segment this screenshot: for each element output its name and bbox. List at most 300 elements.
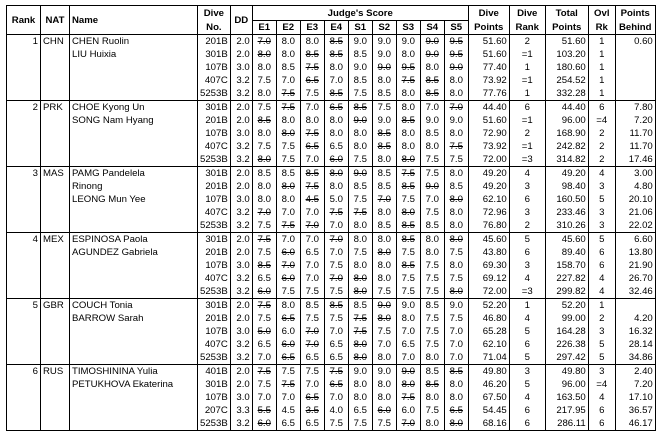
counted-score: 9.0: [377, 114, 391, 126]
dive-no: 201B: [198, 35, 231, 49]
overall-rank: 2: [588, 140, 615, 153]
counted-score: 7.5: [425, 404, 439, 416]
counted-score: 7.5: [257, 140, 271, 152]
team-nat: [41, 206, 70, 219]
judge-score-s5: [444, 351, 468, 365]
counted-score: 7.5: [305, 87, 319, 99]
judge-score-e4: [324, 259, 348, 272]
points-behind: 2.40: [615, 365, 655, 379]
counted-score: 7.5: [329, 417, 343, 429]
points-behind: 21.06: [615, 206, 655, 219]
counted-score: 7.5: [449, 312, 463, 324]
dive-rank: 5: [509, 233, 545, 247]
judge-score-s4: [420, 312, 444, 325]
team-nat: [41, 312, 70, 325]
judge-score-s3: [396, 233, 420, 247]
dive-dd: 2.0: [230, 246, 252, 259]
discarded-score: 9.0: [353, 167, 367, 179]
counted-score: 9.0: [449, 114, 463, 126]
overall-rank: 1: [588, 74, 615, 87]
dive-row: [7, 365, 656, 379]
judge-score-s1: [348, 351, 372, 365]
judge-score-s2: [372, 299, 396, 313]
team-nat: [41, 114, 70, 127]
judge-score-s2: [372, 246, 396, 259]
points-behind: 3.00: [615, 167, 655, 181]
discarded-score: 7.5: [281, 378, 295, 390]
judge-score-e1: [252, 378, 276, 391]
judge-score-e1: [252, 180, 276, 193]
team-nat: CHN: [41, 35, 70, 49]
judge-score-e3: [300, 127, 324, 140]
counted-score: 8.5: [377, 219, 391, 231]
counted-score: 7.5: [401, 272, 415, 284]
dive-dd: 2.0: [230, 101, 252, 115]
total-points: 96.00: [545, 114, 588, 127]
dive-rank: =1: [509, 114, 545, 127]
dive-row: [7, 140, 656, 153]
dive-no: 407C: [198, 272, 231, 285]
dive-points: 46.80: [468, 312, 509, 325]
judge-score-e2: [276, 153, 300, 167]
dive-row: [7, 48, 656, 61]
dive-row: [7, 417, 656, 431]
judge-score-e2: [276, 193, 300, 206]
dive-no: 301B: [198, 299, 231, 313]
dive-points: 71.04: [468, 351, 509, 365]
team-nat: [41, 87, 70, 101]
dive-rank: =3: [509, 285, 545, 299]
counted-score: 7.5: [425, 285, 439, 297]
discarded-score: 8.5: [449, 365, 463, 377]
dive-points: 76.80: [468, 219, 509, 233]
judge-score-e4: [324, 338, 348, 351]
counted-score: 7.5: [425, 259, 439, 271]
judge-score-e3: [300, 48, 324, 61]
judge-score-s2: [372, 338, 396, 351]
discarded-score: 7.0: [377, 193, 391, 205]
judge-score-s3: [396, 193, 420, 206]
judge-score-e4: [324, 365, 348, 379]
counted-score: 8.5: [425, 127, 439, 139]
judge-score-e2: [276, 167, 300, 181]
discarded-score: 6.0: [257, 417, 271, 429]
discarded-score: 8.0: [449, 193, 463, 205]
dive-row: [7, 87, 656, 101]
athlete-name: [70, 61, 198, 74]
team-rank: [7, 193, 41, 206]
counted-score: 8.0: [401, 312, 415, 324]
judge-score-e3: [300, 74, 324, 87]
counted-score: 7.5: [425, 325, 439, 337]
judge-score-s5: [444, 246, 468, 259]
counted-score: 7.5: [353, 193, 367, 205]
discarded-score: 3.5: [305, 404, 319, 416]
team-rank: [7, 48, 41, 61]
judge-score-s4: [420, 259, 444, 272]
dive-no: 5253B: [198, 417, 231, 431]
counted-score: 7.5: [353, 153, 367, 165]
judge-score-s4: [420, 325, 444, 338]
judge-score-e3: [300, 404, 324, 417]
dive-dd: 3.0: [230, 127, 252, 140]
judge-score-e4: [324, 114, 348, 127]
dive-rank: 6: [509, 338, 545, 351]
counted-score: 7.0: [257, 391, 271, 403]
dive-rank: 6: [509, 193, 545, 206]
athlete-name: TIMOSHININA Yulia: [70, 365, 198, 379]
judge-score-s4: [420, 180, 444, 193]
header-judges-score: Judge's Score: [252, 6, 468, 21]
judge-score-s3: [396, 219, 420, 233]
judge-score-s1: [348, 87, 372, 101]
counted-score: 8.0: [449, 259, 463, 271]
counted-score: 8.0: [281, 48, 295, 60]
judge-score-s3: [396, 48, 420, 61]
judge-score-s2: [372, 153, 396, 167]
counted-score: 8.0: [353, 233, 367, 245]
judge-score-e2: [276, 285, 300, 299]
judge-score-e1: [252, 219, 276, 233]
judge-score-e3: [300, 153, 324, 167]
dive-dd: 2.0: [230, 312, 252, 325]
discarded-score: 8.0: [449, 233, 463, 245]
total-points: 45.60: [545, 233, 588, 247]
counted-score: 8.0: [353, 127, 367, 139]
judge-score-s1: [348, 404, 372, 417]
judge-score-s5: [444, 193, 468, 206]
total-points: 51.60: [545, 35, 588, 49]
counted-score: 7.5: [449, 153, 463, 165]
discarded-score: 8.5: [425, 378, 439, 390]
discarded-score: 8.0: [353, 338, 367, 350]
judge-score-s5: [444, 417, 468, 431]
judge-score-s4: [420, 74, 444, 87]
dive-points: 69.12: [468, 272, 509, 285]
athlete-name: [70, 127, 198, 140]
judge-score-s3: [396, 114, 420, 127]
header-rank: Rank: [7, 6, 41, 35]
athlete-name: PAMG Pandelela: [70, 167, 198, 181]
discarded-score: 7.5: [305, 61, 319, 73]
counted-score: 7.5: [281, 153, 295, 165]
team-rank: [7, 140, 41, 153]
discarded-score: 8.5: [305, 167, 319, 179]
header-dive-no-line2: No.: [198, 21, 231, 35]
counted-score: 7.5: [305, 365, 319, 377]
dive-rank: =1: [509, 74, 545, 87]
team-nat: [41, 272, 70, 285]
total-points: 99.00: [545, 312, 588, 325]
counted-score: 5.0: [329, 193, 343, 205]
discarded-score: 7.0: [329, 272, 343, 284]
discarded-score: 6.0: [281, 338, 295, 350]
judge-score-e2: [276, 312, 300, 325]
counted-score: 7.5: [425, 312, 439, 324]
overall-rank: 6: [588, 259, 615, 272]
discarded-score: 7.5: [401, 167, 415, 179]
discarded-score: 8.5: [401, 219, 415, 231]
discarded-score: 8.5: [257, 114, 271, 126]
header-dive-points-line1: Dive: [468, 6, 509, 21]
counted-score: 7.5: [305, 312, 319, 324]
discarded-score: 8.5: [329, 48, 343, 60]
judge-score-s2: [372, 259, 396, 272]
dive-rank: 6: [509, 417, 545, 431]
counted-score: 7.5: [377, 285, 391, 297]
dive-rank: 3: [509, 259, 545, 272]
judge-score-s5: [444, 167, 468, 181]
judge-score-s3: [396, 35, 420, 49]
counted-score: 6.0: [281, 325, 295, 337]
team-nat: [41, 48, 70, 61]
dive-row: [7, 312, 656, 325]
judge-score-e4: [324, 312, 348, 325]
points-behind: 36.57: [615, 404, 655, 417]
dive-dd: 3.3: [230, 404, 252, 417]
judge-score-e3: [300, 233, 324, 247]
counted-score: 8.0: [401, 101, 415, 113]
judge-score-e3: [300, 325, 324, 338]
counted-score: 7.5: [353, 246, 367, 258]
dive-points: 72.96: [468, 206, 509, 219]
judge-score-e1: [252, 61, 276, 74]
dive-rank: 4: [509, 272, 545, 285]
points-behind: [615, 48, 655, 61]
counted-score: 6.5: [401, 338, 415, 350]
dive-no: 301B: [198, 233, 231, 247]
judge-score-s2: [372, 417, 396, 431]
judge-score-e1: [252, 325, 276, 338]
athlete-name: [70, 206, 198, 219]
counted-score: 7.0: [401, 325, 415, 337]
judge-score-s3: [396, 259, 420, 272]
dive-rank: 1: [509, 61, 545, 74]
discarded-score: 7.5: [305, 180, 319, 192]
athlete-name: [70, 219, 198, 233]
judge-score-e4: [324, 74, 348, 87]
counted-score: 8.0: [257, 87, 271, 99]
judge-score-e2: [276, 404, 300, 417]
judge-score-e2: [276, 259, 300, 272]
dive-dd: 3.2: [230, 338, 252, 351]
judge-score-s2: [372, 219, 396, 233]
judge-score-s1: [348, 48, 372, 61]
dive-dd: 3.2: [230, 272, 252, 285]
judge-score-s3: [396, 351, 420, 365]
dive-points: 43.80: [468, 246, 509, 259]
judge-score-e3: [300, 87, 324, 101]
counted-score: 7.0: [281, 206, 295, 218]
dive-row: [7, 299, 656, 313]
counted-score: 8.0: [449, 127, 463, 139]
discarded-score: 8.0: [449, 285, 463, 297]
counted-score: 8.5: [281, 61, 295, 73]
judge-score-e3: [300, 272, 324, 285]
dive-no: 407C: [198, 140, 231, 153]
dive-rank: 5: [509, 325, 545, 338]
judge-score-s4: [420, 233, 444, 247]
discarded-score: 6.0: [329, 153, 343, 165]
counted-score: 8.0: [377, 153, 391, 165]
dive-no: 201B: [198, 114, 231, 127]
counted-score: 8.0: [353, 391, 367, 403]
dive-points: 72.00: [468, 153, 509, 167]
judge-score-s5: [444, 153, 468, 167]
dive-rank: 2: [509, 219, 545, 233]
judge-score-e1: [252, 233, 276, 247]
team-rank: 1: [32, 35, 38, 47]
counted-score: 9.0: [353, 61, 367, 73]
counted-score: 7.5: [281, 140, 295, 152]
judge-score-e1: [252, 35, 276, 49]
counted-score: 8.5: [353, 74, 367, 86]
total-points: 242.82: [545, 140, 588, 153]
dive-rank: =1: [509, 140, 545, 153]
judge-score-e2: [276, 378, 300, 391]
total-points: 314.82: [545, 153, 588, 167]
discarded-score: 7.5: [281, 101, 295, 113]
counted-score: 8.5: [425, 365, 439, 377]
dive-row: [7, 127, 656, 140]
judge-score-e3: [300, 35, 324, 49]
points-behind: 32.46: [615, 285, 655, 299]
points-behind: 4.80: [615, 180, 655, 193]
dive-row: [7, 74, 656, 87]
judge-score-s5: [444, 48, 468, 61]
team-rank: [7, 246, 41, 259]
team-rank: [7, 312, 41, 325]
dive-no: 407C: [198, 338, 231, 351]
judge-score-e2: [276, 114, 300, 127]
counted-score: 8.0: [401, 48, 415, 60]
judge-score-e1: [252, 246, 276, 259]
judge-score-s1: [348, 114, 372, 127]
points-behind: 46.17: [615, 417, 655, 431]
judge-score-s4: [420, 417, 444, 431]
overall-rank: 3: [588, 219, 615, 233]
discarded-score: 5.5: [257, 404, 271, 416]
counted-score: 8.5: [257, 167, 271, 179]
dive-no: 5253B: [198, 219, 231, 233]
judge-score-e4: [324, 35, 348, 49]
counted-score: 7.0: [329, 74, 343, 86]
judge-score-e1: [252, 48, 276, 61]
judge-score-s2: [372, 140, 396, 153]
points-behind: 34.86: [615, 351, 655, 365]
discarded-score: 7.5: [257, 365, 271, 377]
judge-score-s2: [372, 35, 396, 49]
counted-score: 8.0: [353, 219, 367, 231]
discarded-score: 6.0: [281, 246, 295, 258]
counted-score: 6.5: [305, 246, 319, 258]
discarded-score: 7.0: [257, 206, 271, 218]
judge-score-e3: [300, 351, 324, 365]
judge-score-s4: [420, 87, 444, 101]
counted-score: 8.0: [401, 127, 415, 139]
dive-dd: 2.0: [230, 378, 252, 391]
total-points: 52.20: [545, 299, 588, 313]
judge-score-e4: [324, 61, 348, 74]
team-rank: [7, 87, 41, 101]
points-behind: 20.10: [615, 193, 655, 206]
judge-score-s5: [444, 272, 468, 285]
judge-score-s1: [348, 378, 372, 391]
counted-score: 7.5: [329, 285, 343, 297]
dive-no: 5253B: [198, 351, 231, 365]
dive-rank: =3: [509, 153, 545, 167]
discarded-score: 4.5: [305, 193, 319, 205]
overall-rank: 1: [588, 35, 615, 49]
counted-score: 9.0: [377, 35, 391, 47]
overall-rank: 2: [588, 127, 615, 140]
total-points: 164.28: [545, 325, 588, 338]
judge-score-s1: [348, 299, 372, 313]
counted-score: 8.5: [353, 299, 367, 311]
dive-points: 46.20: [468, 378, 509, 391]
dive-no: 301B: [198, 167, 231, 181]
athlete-name: [70, 87, 198, 101]
points-behind: [615, 299, 655, 313]
counted-score: 8.0: [425, 351, 439, 363]
dive-points: 51.60: [468, 35, 509, 49]
overall-rank: 6: [588, 246, 615, 259]
dive-dd: 3.0: [230, 391, 252, 404]
judge-score-s2: [372, 378, 396, 391]
judge-score-s2: [372, 127, 396, 140]
discarded-score: 5.0: [257, 325, 271, 337]
header-judge-e4: E4: [324, 21, 348, 35]
dive-no: 107B: [198, 61, 231, 74]
dive-row: [7, 351, 656, 365]
judge-score-e2: [276, 74, 300, 87]
team-nat: MEX: [41, 233, 70, 247]
dive-row: [7, 404, 656, 417]
judge-score-s1: [348, 127, 372, 140]
dive-dd: 3.0: [230, 325, 252, 338]
team-rank: [7, 417, 41, 431]
overall-rank: 2: [588, 153, 615, 167]
counted-score: 8.0: [449, 206, 463, 218]
judge-score-s1: [348, 325, 372, 338]
judge-score-s3: [396, 61, 420, 74]
points-behind: 13.80: [615, 246, 655, 259]
athlete-name: [70, 272, 198, 285]
discarded-score: 8.0: [329, 167, 343, 179]
discarded-score: 8.5: [401, 180, 415, 192]
counted-score: 7.0: [305, 272, 319, 284]
judge-score-e2: [276, 61, 300, 74]
counted-score: 8.0: [425, 61, 439, 73]
discarded-score: 7.5: [353, 312, 367, 324]
judge-score-e2: [276, 325, 300, 338]
judge-score-s2: [372, 206, 396, 219]
judge-score-s3: [396, 246, 420, 259]
discarded-score: 8.0: [353, 285, 367, 297]
judge-score-s2: [372, 193, 396, 206]
judge-score-e2: [276, 127, 300, 140]
judge-score-e2: [276, 48, 300, 61]
counted-score: 7.5: [257, 219, 271, 231]
dive-no: 5253B: [198, 285, 231, 299]
dive-points: 49.80: [468, 365, 509, 379]
total-points: 89.40: [545, 246, 588, 259]
judge-score-s5: [444, 219, 468, 233]
counted-score: 9.0: [353, 365, 367, 377]
counted-score: 8.5: [377, 180, 391, 192]
athlete-name: [70, 391, 198, 404]
counted-score: 8.5: [425, 299, 439, 311]
